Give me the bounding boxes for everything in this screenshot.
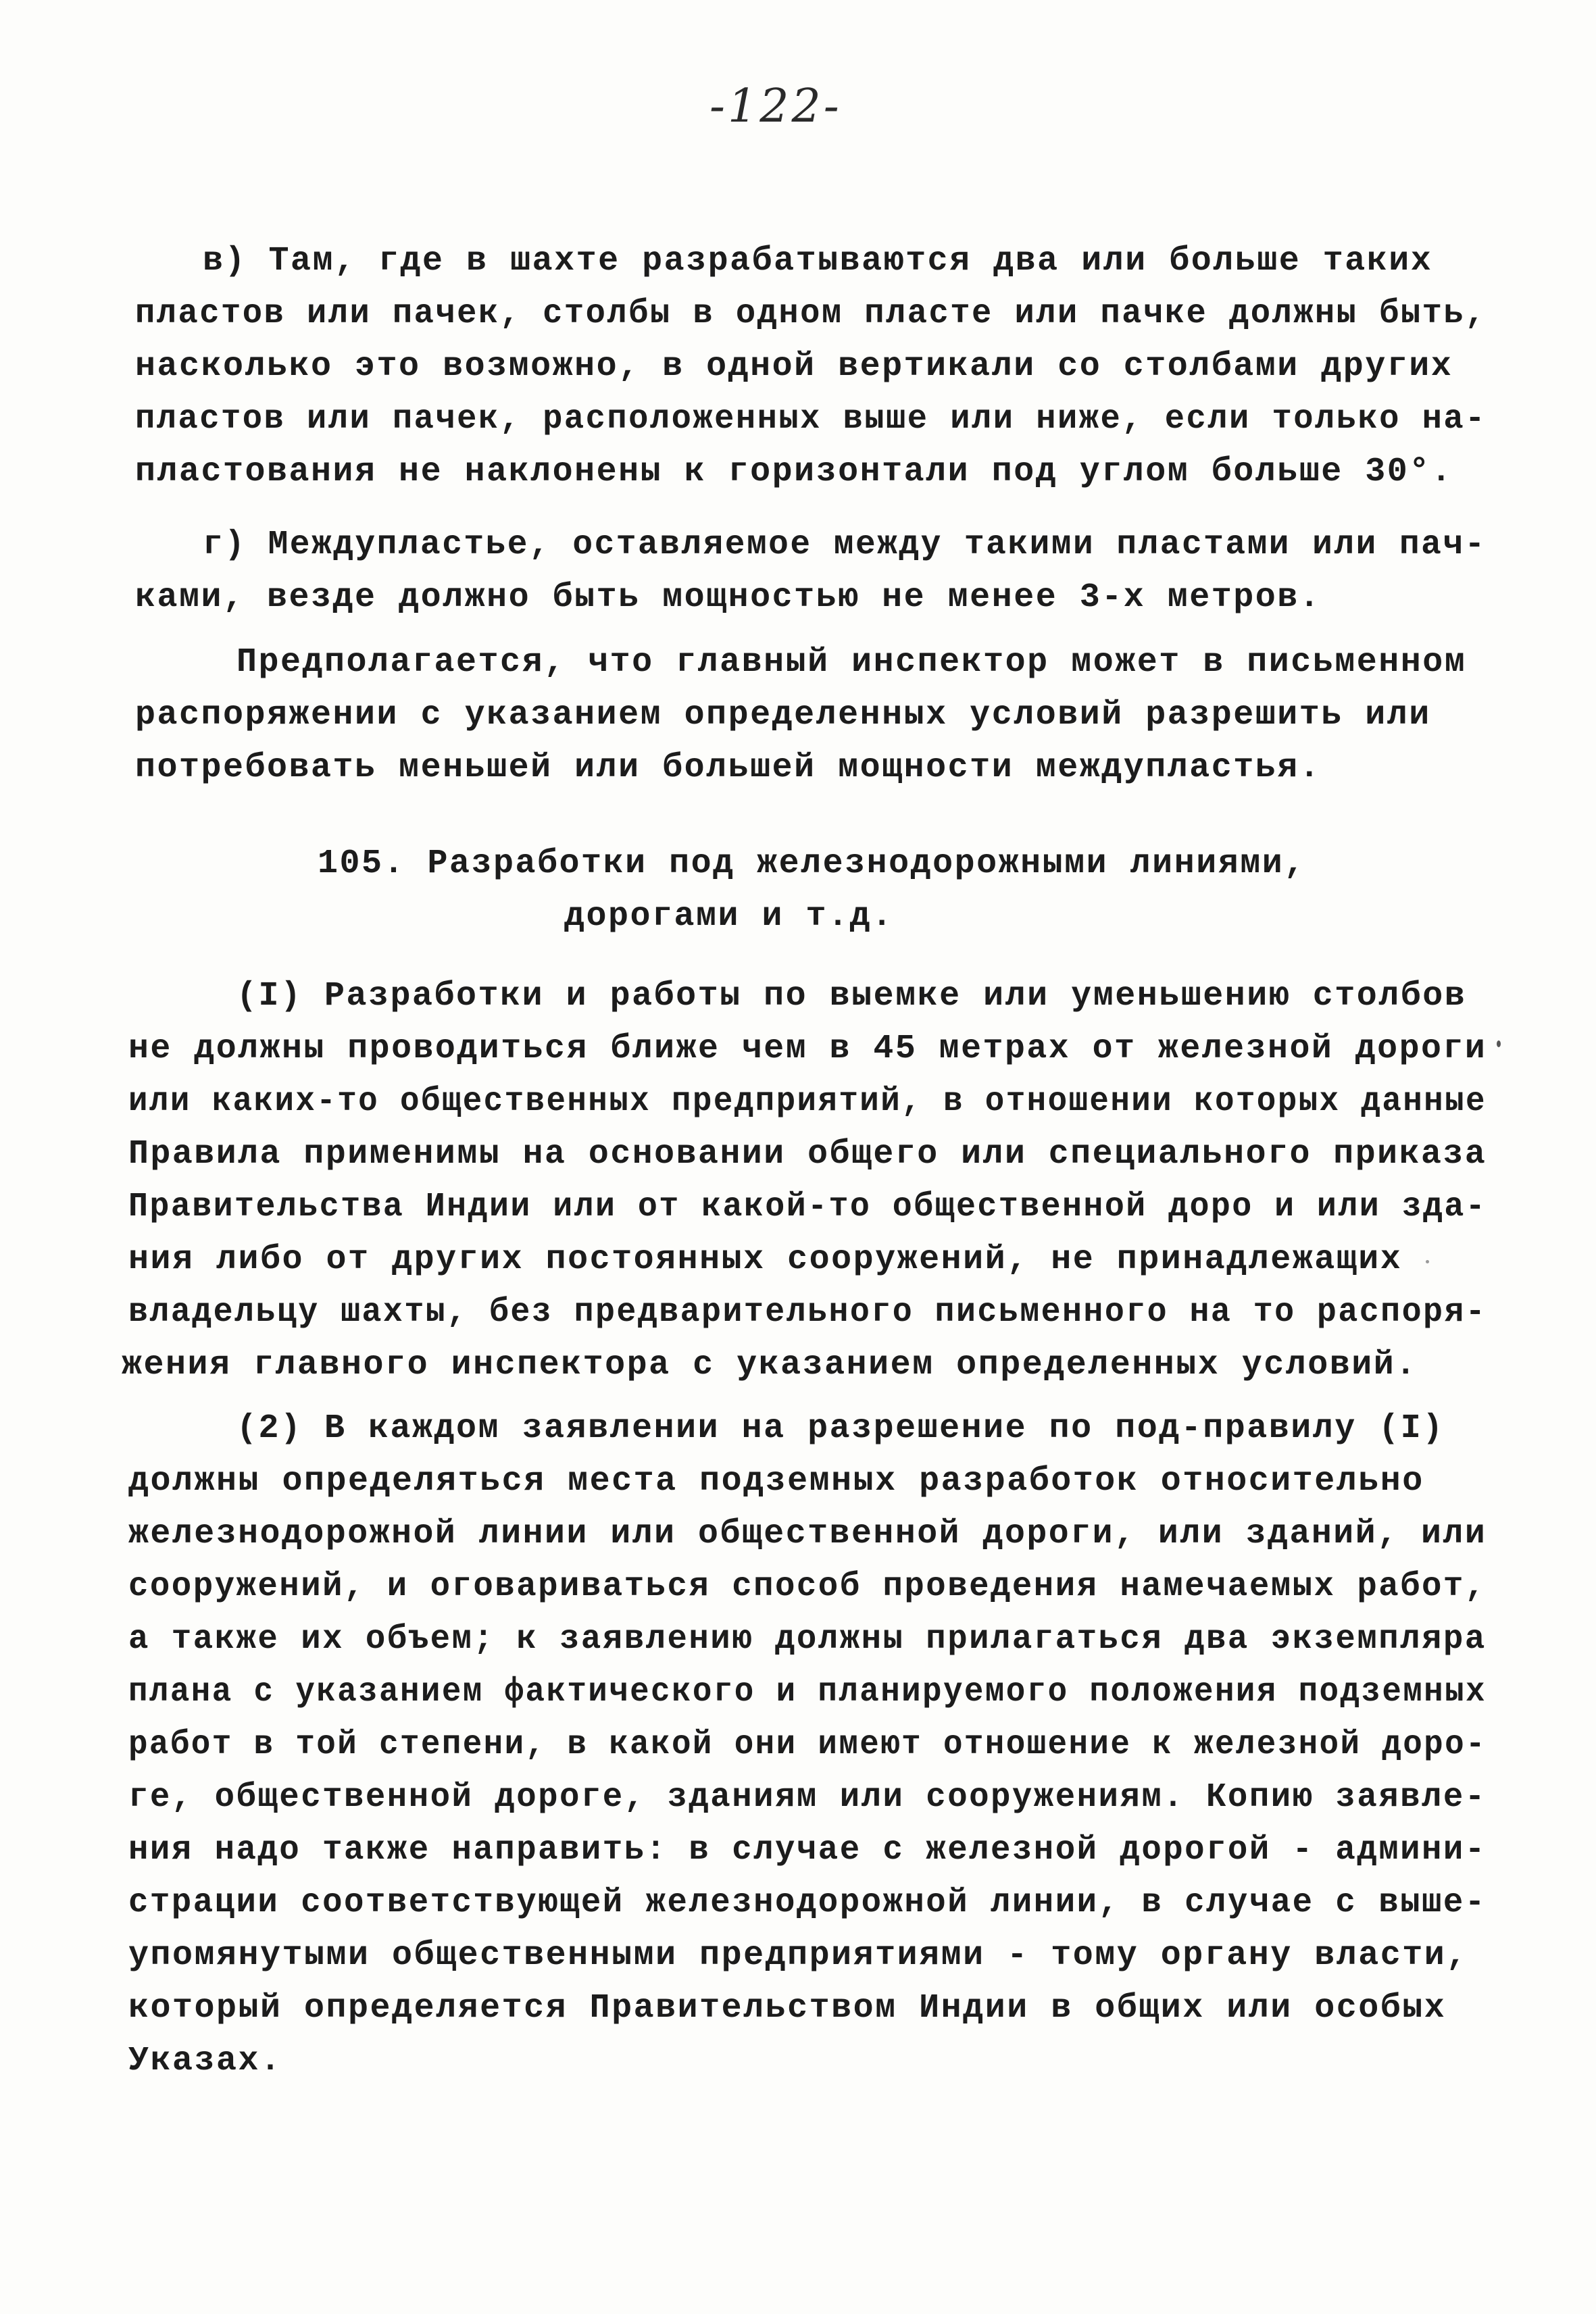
text-line: Предполагается, что главный инспектор может в письменном: [236, 643, 1467, 682]
scan-speck: [1497, 1040, 1501, 1047]
text-line: упомянутыми общественными предприятиями - тому органу власти,: [128, 1936, 1468, 1975]
text-line: должны определяться места подземных разработок относительно: [128, 1462, 1424, 1501]
text-line: страции соответствующей железнодорожной линии, в случае с выше-: [128, 1884, 1487, 1922]
text-line: который определяется Правительством Индии в общих или особых: [128, 1989, 1447, 2028]
text-line: сооружений, и оговариваться способ проведения намечаемых работ,: [128, 1567, 1487, 1606]
text-line: ге, общественной дороге, зданиям или сооружениям. Копию заявле-: [128, 1778, 1487, 1817]
text-line: распоряжении с указанием определенных условий разрешить или: [135, 696, 1431, 734]
text-line: пластования не наклонены к горизонтали под углом больше 30°.: [135, 453, 1453, 491]
heading-line: дорогами и т.д.: [564, 897, 894, 936]
text-line: или каких-то общественных предприятий, в отношении которых данные: [128, 1082, 1487, 1121]
text-line: а также их объем; к заявлению должны прилагаться два экземпляра: [128, 1620, 1487, 1659]
text-line: ния надо также направить: в случае с железной дорогой - админи-: [128, 1831, 1487, 1869]
text-line: Правила применимы на основании общего или специального приказа: [128, 1135, 1487, 1174]
heading-line: 105. Разработки под железнодорожными линиями,: [318, 845, 1306, 883]
text-line: пластов или пачек, столбы в одном пласте или пачке должны быть,: [135, 295, 1487, 333]
text-line: насколько это возможно, в одной вертикали со столбами других: [135, 347, 1453, 386]
scan-speck: [1426, 1260, 1429, 1263]
text-line: (2) В каждом заявлении на разрешение по под-правилу (I): [236, 1409, 1445, 1448]
text-line: плана с указанием фактического и планируемого положения подземных: [128, 1673, 1487, 1711]
text-line: Правительства Индии или от какой-то общественной доро и или зда-: [128, 1188, 1487, 1226]
text-line: жения главного инспектора с указанием определенных условий.: [122, 1346, 1418, 1384]
text-line: потребовать меньшей или большей мощности междупластья.: [135, 749, 1322, 787]
text-line: владельцу шахты, без предварительного письменного на то распоря-: [128, 1293, 1487, 1332]
text-line: ния либо от других постоянных сооружений, не принадлежащих: [128, 1240, 1403, 1279]
text-line: г) Междупластье, оставляемое между такими пластами или пач-: [203, 526, 1487, 564]
text-line: не должны проводиться ближе чем в 45 метрах от железной дороги: [128, 1030, 1487, 1068]
text-line: пластов или пачек, расположенных выше или ниже, если только на-: [135, 400, 1487, 438]
text-line: железнодорожной линии или общественной дороги, или зданий, или: [128, 1515, 1487, 1553]
text-line: работ в той степени, в какой они имеют отношение к железной доро-: [128, 1726, 1487, 1764]
text-line: в) Там, где в шахте разрабатываются два или больше таких: [203, 242, 1433, 280]
page-number: -122-: [709, 80, 842, 133]
text-line: Указах.: [128, 2042, 282, 2080]
text-line: ками, везде должно быть мощностью не менее 3-х метров.: [135, 578, 1322, 617]
text-line: (I) Разработки и работы по выемке или уменьшению столбов: [236, 977, 1467, 1015]
